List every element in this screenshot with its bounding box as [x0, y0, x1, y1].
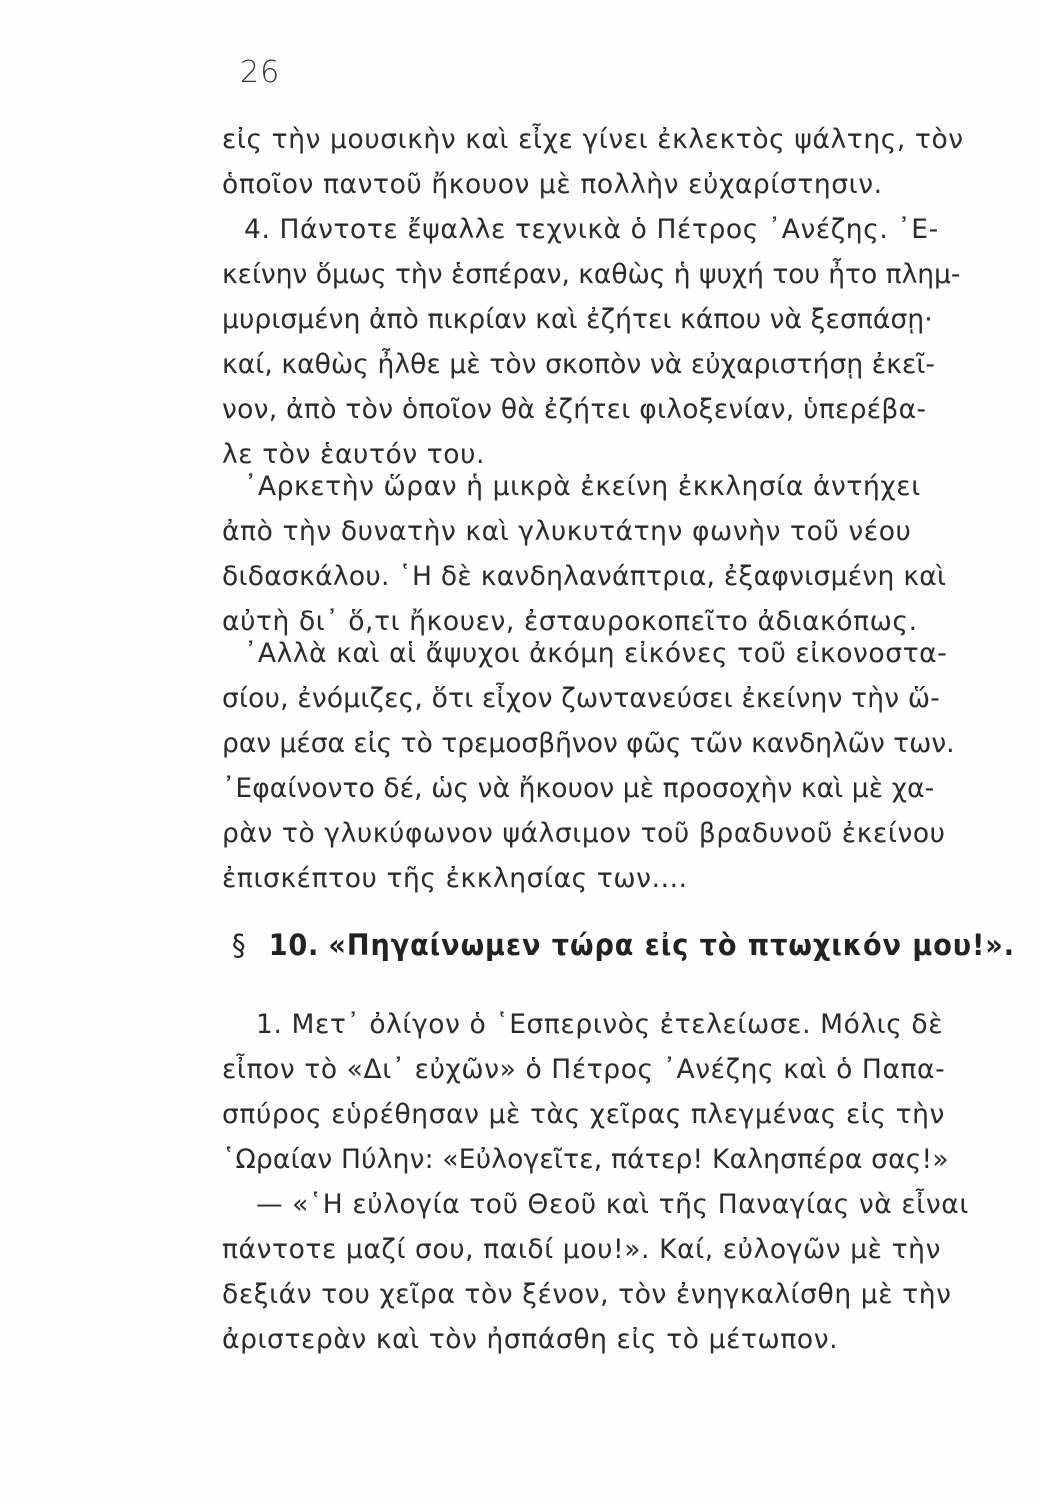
text-line: ἐπισκέπτου τῆς ἐκκλησίας των.... — [222, 863, 688, 894]
section-heading — [232, 928, 1015, 962]
text-line: 4. Πάντοτε ἔψαλλε τεχνικὰ ὁ Πέτρος ᾿Ανέζης. ᾿Ε- — [244, 214, 939, 245]
text-line: σίου, ἐνόμιζες, ὅτι εἶχον ζωντανεύσει ἐκείνην τὴν ὥ- — [222, 683, 941, 714]
text-line: 1. Μετ᾿ ὀλίγον ὁ ῾Εσπερινὸς ἐτελείωσε. Μόλις δὲ — [256, 1009, 944, 1040]
text-line: ᾿Αρκετὴν ὥραν ἡ μικρὰ ἐκείνη ἐκκλησία ἀντήχει — [244, 471, 921, 502]
text-line: ρὰν τὸ γλυκύφωνον ψάλσιμον τοῦ βραδυνοῦ ἐκείνου — [222, 818, 946, 849]
text-line: ἀριστερὰν καὶ τὸν ἠσπάσθη εἰς τὸ μέτωπον. — [222, 1324, 839, 1355]
text-line: νον, ἀπὸ τὸν ὁποῖον θὰ ἐζήτει φιλοξενίαν, ὑπερέβα- — [222, 394, 927, 425]
section-number: 10. — [268, 928, 320, 962]
section-sign: § — [232, 928, 247, 962]
text-line: διδασκάλου. ῾Η δὲ κανδηλανάπτρια, ἐξαφνισμένη καὶ — [222, 561, 947, 592]
text-line: μυρισμένη ἀπὸ πικρίαν καὶ ἐζήτει κάπου νὰ ξεσπάσῃ· — [222, 304, 933, 335]
text-line: εἰς τὴν μουσικὴν καὶ εἶχε γίνει ἐκλεκτὸς ψάλτης, τὸν — [222, 124, 964, 155]
text-line: εἶπον τὸ «Δι᾿ εὐχῶν» ὁ Πέτρος ᾿Ανέζης καὶ ὁ Παπα- — [222, 1054, 946, 1085]
text-line: αὐτὴ δι᾿ ὅ,τι ἤκουεν, ἐσταυροκοπεῖτο ἀδιακόπως. — [222, 606, 918, 637]
page-number: 26 — [240, 55, 281, 90]
text-line: — «῾Η εὐλογία τοῦ Θεοῦ καὶ τῆς Παναγίας νὰ εἶναι — [256, 1189, 969, 1220]
text-line: ῾Ωραίαν Πύλην: «Εὐλογεῖτε, πάτερ! Καλησπέρα σας!» — [222, 1144, 949, 1175]
text-line: πάντοτε μαζί σου, παιδί μου!». Καί, εὐλογῶν μὲ τὴν — [222, 1234, 941, 1265]
text-line: καί, καθὼς ἦλθε μὲ τὸν σκοπὸν νὰ εὐχαριστήσῃ ἐκεῖ- — [222, 349, 936, 380]
text-line: ᾿Αλλὰ καὶ αἱ ἄψυχοι ἀκόμη εἰκόνες τοῦ εἰκονοστα- — [244, 638, 948, 669]
text-line: ὁποῖον παντοῦ ἤκουον μὲ πολλὴν εὐχαρίστησιν. — [222, 169, 883, 200]
text-line: κείνην ὅμως τὴν ἑσπέραν, καθὼς ἡ ψυχή του ἦτο πλημ- — [222, 259, 961, 290]
text-line: δεξιάν του χεῖρα τὸν ξένον, τὸν ἐνηγκαλίσθη μὲ τὴν — [222, 1279, 952, 1310]
text-line: ραν μέσα εἰς τὸ τρεμοσβῆνον φῶς τῶν κανδηλῶν των. — [222, 728, 955, 759]
text-line: σπύρος εὑρέθησαν μὲ τὰς χεῖρας πλεγμένας εἰς τὴν — [222, 1099, 945, 1130]
text-line: ἀπὸ τὴν δυνατὴν καὶ γλυκυτάτην φωνὴν τοῦ νέου — [222, 516, 912, 547]
section-title: «Πηγαίνωμεν τώρα εἰς τὸ πτωχικόν μου!». — [328, 928, 1015, 962]
text-line: ᾿Εφαίνοντο δέ, ὡς νὰ ἤκουον μὲ προσοχὴν καὶ μὲ χα- — [222, 773, 935, 804]
text-line: λε τὸν ἑαυτόν του. — [222, 439, 486, 470]
